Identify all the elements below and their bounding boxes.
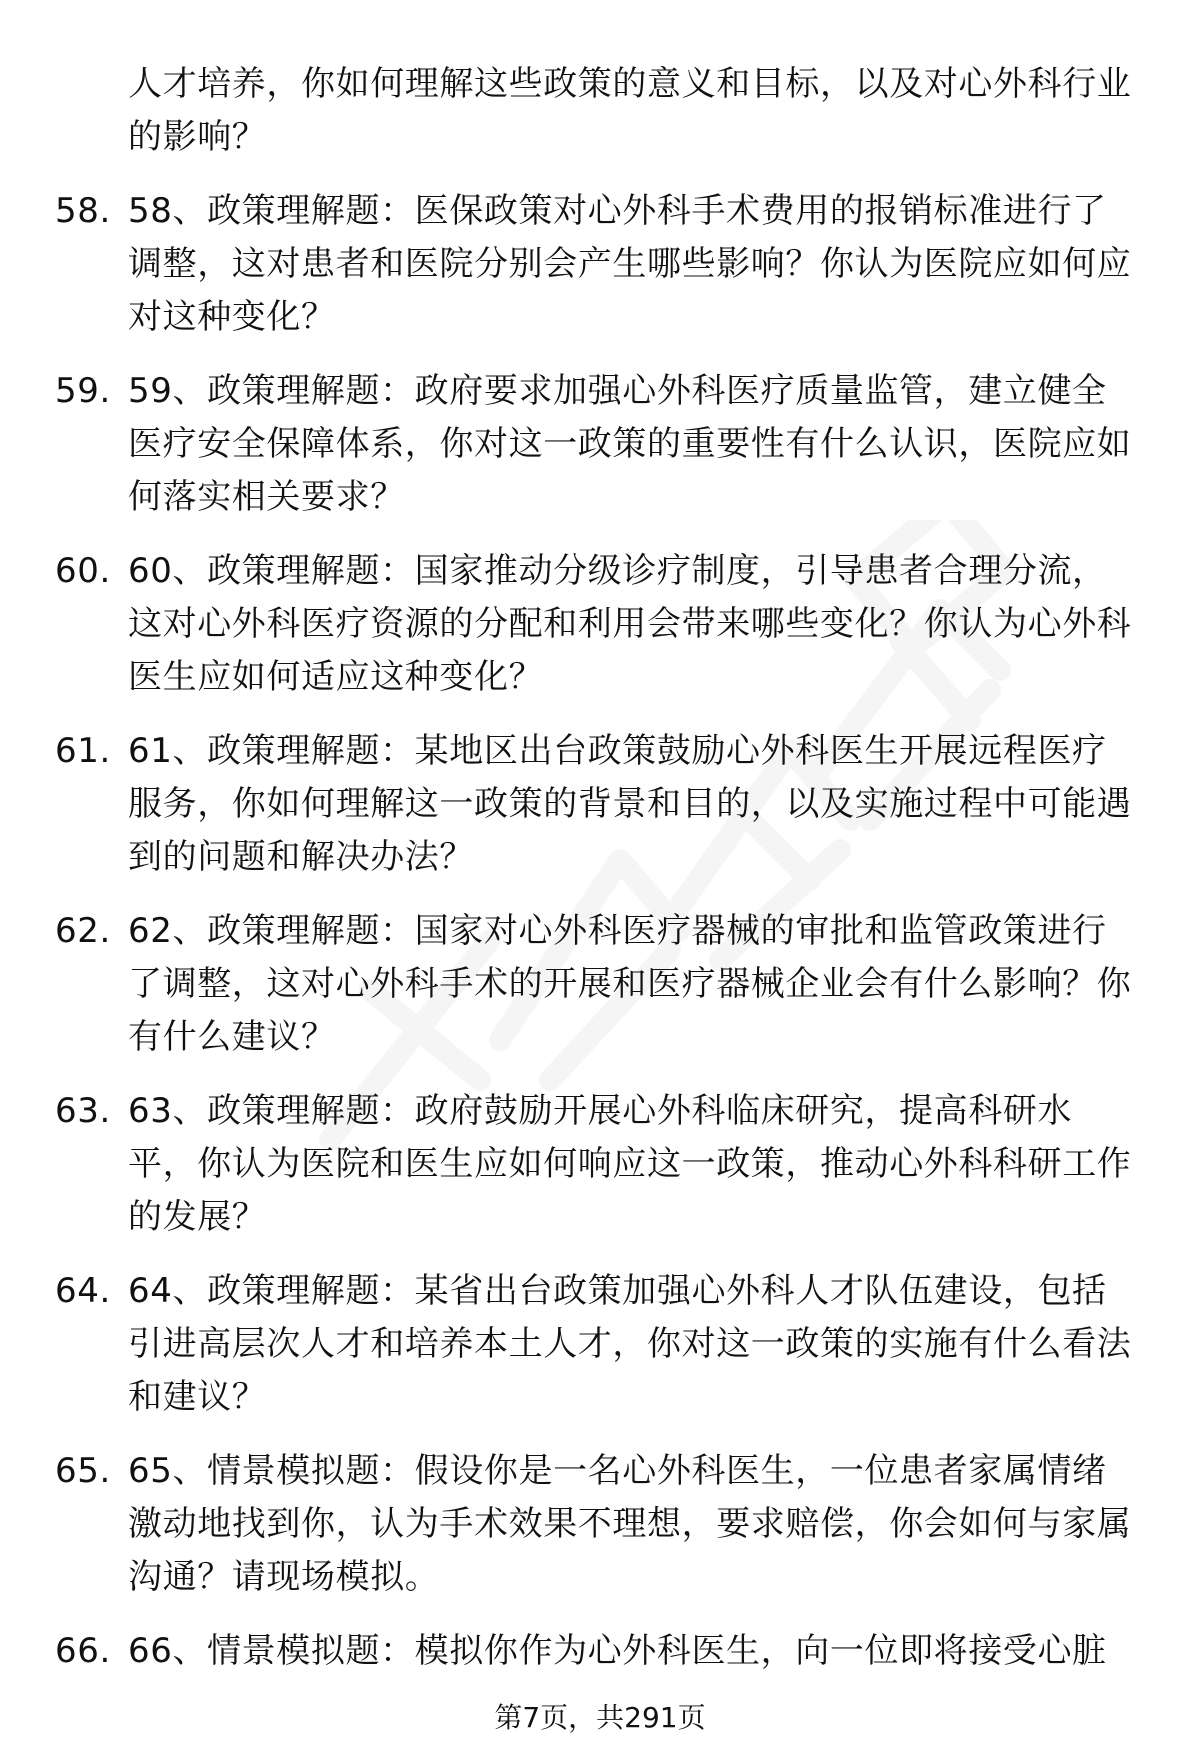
question-item (0, 725, 1200, 884)
question-item (0, 905, 1200, 1064)
question-number: 62. (55, 911, 111, 951)
question-item (0, 58, 1200, 164)
question-text: 58、政策理解题：医保政策对心外科手术费用的报销标准进行了调整，这对患者和医院分别会产生哪些影响？你认为医院应如何应对这种变化？ (128, 191, 1132, 337)
question-text: 59、政策理解题：政府要求加强心外科医疗质量监管，建立健全医疗安全保障体系，你对这一政策的重要性有什么认识，医院应如何落实相关要求？ (128, 371, 1132, 517)
question-number: 65. (55, 1451, 111, 1491)
question-text: 人才培养，你如何理解这些政策的意义和目标，以及对心外科行业的影响？ (128, 64, 1132, 157)
question-text: 60、政策理解题：国家推动分级诊疗制度，引导患者合理分流，这对心外科医疗资源的分配和利用会带来哪些变化？你认为心外科医生应如何适应这种变化？ (128, 551, 1132, 697)
question-list (0, 58, 1200, 1678)
question-item (0, 1445, 1200, 1604)
question-text: 62、政策理解题：国家对心外科医疗器械的审批和监管政策进行了调整，这对心外科手术的开展和医疗器械企业会有什么影响？你有什么建议？ (128, 911, 1132, 1057)
question-item (0, 1265, 1200, 1424)
question-text: 61、政策理解题：某地区出台政策鼓励心外科医生开展远程医疗服务，你如何理解这一政策的背景和目的，以及实施过程中可能遇到的问题和解决办法？ (128, 731, 1132, 877)
question-number: 64. (55, 1271, 111, 1311)
question-number: 60. (55, 551, 111, 591)
question-number: 66. (55, 1631, 111, 1671)
question-number: 61. (55, 731, 111, 771)
question-text: 66、情景模拟题：模拟你作为心外科医生，向一位即将接受心脏 (128, 1631, 1107, 1671)
question-item (0, 1085, 1200, 1244)
question-number: 59. (55, 371, 111, 411)
question-text: 65、情景模拟题：假设你是一名心外科医生，一位患者家属情绪激动地找到你，认为手术效果不理想，要求赔偿，你会如何与家属沟通？请现场模拟。 (128, 1451, 1132, 1597)
page-number-footer: 第7页，共291页 (494, 1701, 706, 1734)
question-text: 63、政策理解题：政府鼓励开展心外科临床研究，提高科研水平，你认为医院和医生应如何响应这一政策，推动心外科科研工作的发展？ (128, 1091, 1132, 1237)
question-item (0, 365, 1200, 524)
question-number: 58. (55, 191, 111, 231)
question-item (0, 1625, 1200, 1678)
question-number: 63. (55, 1091, 111, 1131)
question-item (0, 185, 1200, 344)
question-item (0, 545, 1200, 704)
question-text: 64、政策理解题：某省出台政策加强心外科人才队伍建设，包括引进高层次人才和培养本土人才，你对这一政策的实施有什么看法和建议？ (128, 1271, 1132, 1417)
